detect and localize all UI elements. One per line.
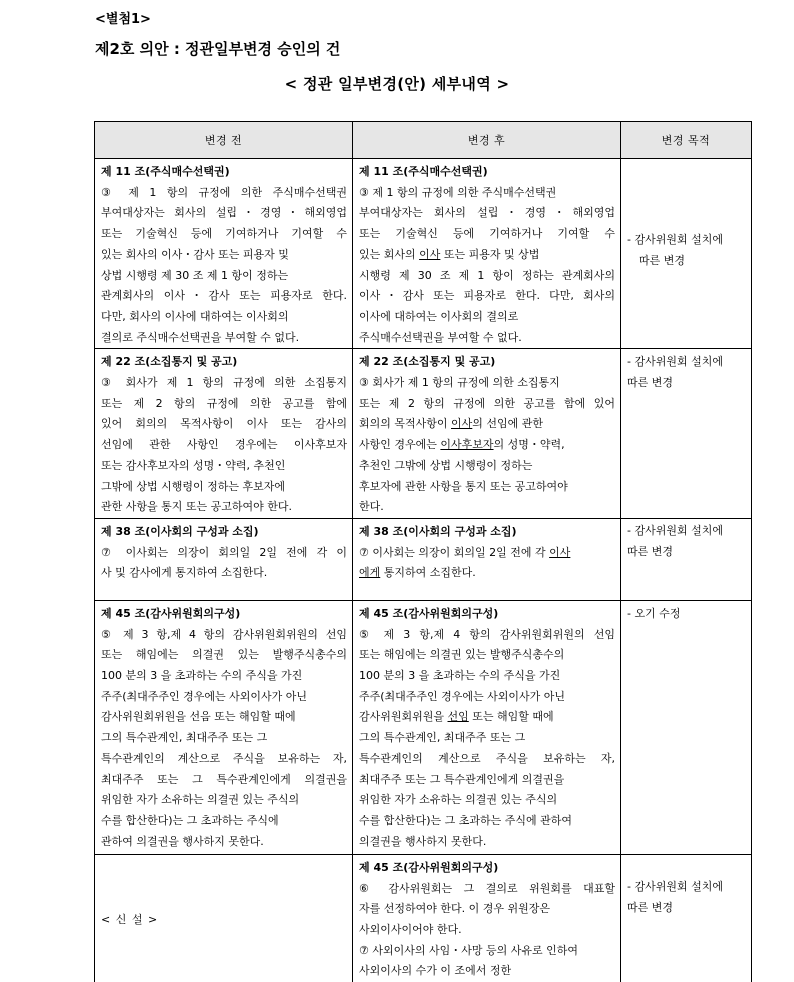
clause-line: ③ 제 1 항의 규정에 의한 주식매수선택권 [101, 185, 347, 199]
clause-line: 최대주주 또는 그 특수관계인에게 의결권을 [359, 772, 565, 786]
clause-line: 또는 제 2 항의 규정에 의한 공고를 함에 있어 [359, 396, 615, 410]
clause-line: 또는 감사후보자의 성명・약력, 추천인 [101, 458, 286, 472]
article-title: 제 22 조(소집통지 및 공고) [359, 355, 496, 369]
clause-line: 부여대상자는 회사의 설립・경영・해외영업 [101, 206, 347, 220]
article-title: 제 38 조(이사회의 구성과 소집) [101, 524, 259, 538]
table-row [95, 600, 752, 854]
purpose-line: 따른 변경 [639, 253, 686, 267]
clause-line: ⑦ 사외이사의 사임・사망 등의 사유로 인하여 [359, 943, 578, 957]
clause-line: 자를 선정하여야 한다. 이 경우 위원장은 [359, 902, 550, 916]
clause-line: 이사에 대하여는 이사회의 결의로 [359, 309, 519, 323]
purpose-line: 따른 변경 [627, 900, 674, 914]
clause-line: ③ 회사가 제 1 항의 규정에 의한 소집통지 [101, 376, 347, 390]
purpose-line: - 감사위원회 설치에 [627, 355, 723, 369]
clause-line-underlined: 회의의 목적사항이 이사의 선임에 관한 [359, 417, 544, 431]
attachment-label: <별첨1> [95, 12, 151, 27]
table-row [95, 349, 752, 519]
after-cell [353, 159, 621, 349]
column-header-purpose: 변경 목적 [621, 122, 752, 159]
purpose-line: 따른 변경 [627, 376, 674, 390]
table-row [95, 854, 752, 982]
purpose-line: - 감사위원회 설치에 [627, 879, 723, 893]
clause-line: 수를 합산한다)는 그 초과하는 주식에 [101, 813, 279, 827]
clause-line: 부여대상자는 회사의 설립・경영・해외영업 [359, 206, 615, 220]
article-title: 제 11 조(주식매수선택권) [101, 165, 230, 178]
clause-line: 수를 합산한다)는 그 초과하는 주식에 관하여 [359, 813, 573, 827]
article-title: 제 45 조(감사위원회의구성) [359, 606, 499, 620]
clause-line: 이사・감사 또는 피용자로 한다. 다만, 회사의 [359, 289, 615, 303]
purpose-cell [621, 159, 752, 349]
purpose-cell [621, 518, 752, 600]
clause-line: ③ 제 1 항의 규정에 의한 주식매수선택권 [359, 185, 557, 199]
article-title: 제 22 조(소집통지 및 공고) [101, 355, 238, 369]
clause-line: 시행령 제 30 조 제 1 항이 정하는 관계회사의 [359, 268, 615, 282]
clause-line: 또는 해임에는 의결권 있는 발행주식총수의 [101, 648, 347, 662]
article-title: 제 45 조(감사위원회의구성) [101, 606, 241, 620]
before-cell-new [95, 854, 353, 982]
clause-line-underlined: 사항인 경우에는 이사후보자의 성명・약력, [359, 438, 565, 452]
clause-line: 있어 회의의 목적사항이 이사 또는 감사의 [101, 417, 347, 431]
clause-line: 주주(최대주주인 경우에는 사외이사가 아닌 [101, 689, 308, 703]
clause-line: 사 및 감사에게 통지하여 소집한다. [101, 566, 268, 580]
clause-line-underlined: 있는 회사의 이사 또는 피용자 및 상법 [359, 247, 540, 261]
clause-line: 또는 해임에는 의결권 있는 발행주식총수의 [359, 648, 565, 662]
clause-line: 사외이사의 수가 이 조에서 정한 [359, 964, 512, 978]
clause-line: 관계회사의 이사・감사 또는 피용자로 한다. [101, 289, 347, 303]
purpose-line: - 오기 수정 [627, 606, 681, 620]
clause-line-underlined: ⑦ 이사회는 의장이 회의일 2일 전에 각 이사 [359, 545, 571, 559]
purpose-cell [621, 349, 752, 519]
clause-line: 상법 시행령 제 30 조 제 1 항이 정하는 [101, 268, 289, 282]
clause-line: 특수관계인의 계산으로 주식을 보유하는 자, [101, 751, 347, 765]
clause-line-underlined: 에게 통지하여 소집한다. [359, 566, 476, 580]
clause-line: 감사위원회위원을 선음 또는 해임할 때에 [101, 710, 296, 724]
clause-line: 최대주주 또는 그 특수관계인에게 의결권을 [101, 772, 347, 786]
clause-line: 관하여 의결권을 행사하지 못한다. [101, 834, 264, 848]
clause-line: 위임한 자가 소유하는 의결권 있는 주식의 [101, 793, 300, 807]
clause-line: ⑥ 감사위원회는 그 결의로 위원회를 대표할 [359, 881, 615, 895]
clause-line: ⑤ 제 3 항,제 4 항의 감사위원회위원의 선임 [101, 627, 347, 641]
table-row [95, 159, 752, 349]
after-cell [353, 349, 621, 519]
clause-line: 그의 특수관계인, 최대주주 또는 그 [359, 731, 526, 745]
before-cell [95, 600, 353, 854]
clause-line: 특수관계인의 계산으로 주식을 보유하는 자, [359, 751, 615, 765]
table-subtitle: < 정관 일부변경(안) 세부내역 > [284, 75, 510, 93]
table-row [95, 518, 752, 600]
before-cell [95, 518, 353, 600]
clause-line: 한다. [359, 500, 384, 514]
column-header-after: 변경 후 [353, 122, 621, 159]
after-cell [353, 600, 621, 854]
clause-line: 선임에 관한 사항인 경우에는 이사후보자 [101, 438, 347, 452]
clause-line: 위임한 자가 소유하는 의결권 있는 주식의 [359, 793, 558, 807]
purpose-cell [621, 600, 752, 854]
clause-line: 주주(최대주주인 경우에는 사외이사가 아닌 [359, 689, 566, 703]
clause-line: 그의 특수관계인, 최대주주 또는 그 [101, 731, 268, 745]
clause-line: 주식매수선택권을 부여할 수 없다. [359, 330, 522, 344]
before-cell [95, 159, 353, 349]
clause-line: 또는 제 2 항의 규정에 의한 공고를 함에 [101, 396, 347, 410]
purpose-cell [621, 854, 752, 982]
purpose-line: - 감사위원회 설치에 [627, 233, 723, 246]
clause-line: 추천인 그밖에 상법 시행령이 정하는 [359, 458, 533, 472]
clause-line: 의결권을 행사하지 못한다. [359, 834, 487, 848]
after-cell [353, 518, 621, 600]
purpose-line: 따른 변경 [627, 544, 674, 558]
column-header-before: 변경 전 [95, 122, 353, 159]
clause-line: ⑦ 이사회는 의장이 회의일 2일 전에 각 이 [101, 545, 347, 559]
clause-line: 후보자에 관한 사항을 통지 또는 공고하여야 [359, 479, 568, 493]
agenda-title: 제2호 의안 : 정관일부변경 승인의 건 [95, 40, 341, 58]
after-cell [353, 854, 621, 982]
clause-line: ③ 회사가 제 1 항의 규정에 의한 소집통지 [359, 376, 560, 390]
article-title: 제 38 조(이사회의 구성과 소집) [359, 524, 517, 538]
clause-line: 사외이사이어야 한다. [359, 923, 462, 937]
clause-line: 결의로 주식매수선택권을 부여할 수 없다. [101, 330, 300, 344]
article-title: 제 11 조(주식매수선택권) [359, 165, 488, 178]
clause-line: 또는 기술혁신 등에 기여하거나 기여할 수 [101, 227, 347, 241]
clause-line-underlined: 감사위원회위원을 선임 또는 해임할 때에 [359, 710, 554, 724]
purpose-line: - 감사위원회 설치에 [627, 523, 723, 537]
before-cell [95, 349, 353, 519]
new-clause-marker: < 신 설 > [101, 912, 159, 926]
clause-line: ⑤ 제 3 항,제 4 항의 감사위원회위원의 선임 [359, 627, 615, 641]
clause-line: 그밖에 상법 시행령이 정하는 후보자에 [101, 479, 286, 493]
clause-line: 다만, 회사의 이사에 대하여는 이사회의 [101, 309, 289, 323]
clause-line: 100 분의 3 을 초과하는 수의 주식을 가진 [101, 669, 303, 683]
clause-line: 관한 사항을 통지 또는 공고하여야 한다. [101, 500, 292, 514]
clause-line: 또는 기술혁신 등에 기여하거나 기여할 수 [359, 227, 615, 241]
article-title: 제 45 조(감사위원회의구성) [359, 860, 499, 874]
clause-line: 100 분의 3 을 초과하는 수의 주식을 가진 [359, 669, 561, 683]
clause-line: 있는 회사의 이사・감사 또는 피용자 및 [101, 247, 289, 261]
amendment-comparison-table [94, 121, 752, 982]
table-header-row [95, 122, 752, 159]
